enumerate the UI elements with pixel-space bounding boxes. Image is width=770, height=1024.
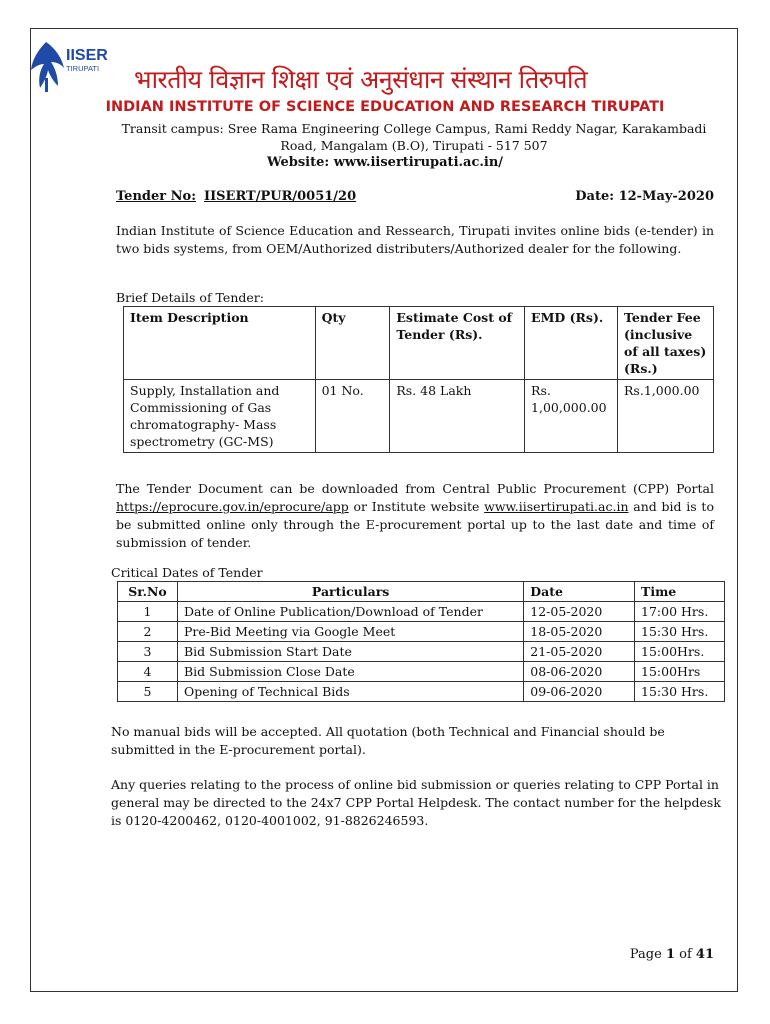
cpp-portal-link[interactable]: https://eprocure.gov.in/eprocure/app bbox=[116, 499, 349, 514]
header-estimate-cost: Estimate Cost of Tender (Rs). bbox=[390, 307, 525, 380]
cell-time: 15:30 Hrs. bbox=[635, 682, 725, 702]
cell-particulars: Bid Submission Start Date bbox=[177, 642, 523, 662]
download-text-1: The Tender Document can be downloaded from Central Public Procurement (CPP) Portal bbox=[116, 481, 714, 496]
header-srno: Sr.No bbox=[118, 582, 178, 602]
table-row bbox=[118, 662, 725, 682]
page-of-label: of bbox=[679, 947, 692, 962]
cell-time: 15:00Hrs. bbox=[635, 642, 725, 662]
cell-particulars: Opening of Technical Bids bbox=[177, 682, 523, 702]
cell-date: 08-06-2020 bbox=[524, 662, 635, 682]
page-label: Page bbox=[629, 947, 662, 962]
cell-emd: Rs. 1,00,000.00 bbox=[525, 380, 618, 453]
header-qty: Qty bbox=[315, 307, 390, 380]
manual-bids-note: No manual bids will be accepted. All quotation (both Technical and Financial should be submitted in the E-procurement portal). bbox=[111, 724, 665, 757]
header-emd: EMD (Rs). bbox=[525, 307, 618, 380]
header-item-description: Item Description bbox=[124, 307, 316, 380]
english-title: INDIAN INSTITUTE OF SCIENCE EDUCATION AND RESEARCH TIRUPATI bbox=[105, 99, 665, 115]
table-row bbox=[118, 622, 725, 642]
iiser-logo bbox=[28, 40, 112, 94]
table-header-row bbox=[124, 307, 714, 380]
leaf-emblem-icon bbox=[31, 42, 64, 92]
brief-details-table bbox=[123, 306, 714, 453]
website-line: Website: www.iisertirupati.ac.in/ bbox=[266, 155, 504, 170]
page-current: 1 bbox=[665, 947, 675, 962]
tender-number bbox=[116, 189, 356, 204]
helpdesk-note: Any queries relating to the process of online bid submission or queries relating to CPP Portal in general may be directed to the 24x7 CPP Portal Helpdesk. The contact number for the helpdesk is 0120-4200462, 0120-4001002, 91-8826246593. bbox=[111, 777, 721, 828]
cell-date: 09-06-2020 bbox=[524, 682, 635, 702]
header-date: Date bbox=[524, 582, 635, 602]
cell-date: 21-05-2020 bbox=[524, 642, 635, 662]
logo-subtext: TIRUPATI bbox=[66, 64, 100, 73]
table-row bbox=[118, 602, 725, 622]
hindi-title: भारतीय विज्ञान शिक्षा एवं अनुसंधान संस्थान तिरुपति bbox=[134, 65, 588, 94]
address-line-1: Transit campus: Sree Rama Engineering College Campus, Rami Reddy Nagar, Karakambadi bbox=[121, 121, 707, 136]
table-row bbox=[118, 682, 725, 702]
critical-dates-table bbox=[117, 581, 725, 702]
institute-website-link[interactable]: www.iisertirupati.ac.in bbox=[484, 499, 629, 514]
header-tender-fee: Tender Fee (inclusive of all taxes) (Rs.) bbox=[618, 307, 714, 380]
cell-date: 12-05-2020 bbox=[524, 602, 635, 622]
tender-number-value: IISERT/PUR/0051/20 bbox=[204, 189, 357, 204]
address-line-2: Road, Mangalam (B.O), Tirupati - 517 507 bbox=[280, 138, 548, 153]
page-total: 41 bbox=[695, 947, 714, 962]
cell-tender-fee: Rs.1,000.00 bbox=[618, 380, 714, 453]
cell-particulars: Pre-Bid Meeting via Google Meet bbox=[177, 622, 523, 642]
download-text-3: and bid is to be submitted online only through the E-procurement portal up to the last date and time of submission of tender. bbox=[116, 499, 714, 550]
intro-paragraph: Indian Institute of Science Education and Ressearch, Tirupati invites online bids (e-tender) in two bids systems, from OEM/Authorized distributers/Authorized dealer for the following. bbox=[116, 223, 714, 256]
header-time: Time bbox=[635, 582, 725, 602]
cell-srno: 4 bbox=[118, 662, 178, 682]
cell-time: 15:00Hrs bbox=[635, 662, 725, 682]
download-text-2: or Institute website bbox=[348, 499, 485, 514]
brief-details-label: Brief Details of Tender: bbox=[116, 290, 264, 305]
header-particulars: Particulars bbox=[177, 582, 523, 602]
cell-item-description: Supply, Installation and Commissioning of Gas chromatography- Mass spectrometry (GC-MS) bbox=[124, 380, 316, 453]
cell-particulars: Date of Online Publication/Download of Tender bbox=[177, 602, 523, 622]
critical-dates-label: Critical Dates of Tender bbox=[111, 565, 263, 580]
table-row bbox=[118, 642, 725, 662]
cell-time: 17:00 Hrs. bbox=[635, 602, 725, 622]
cell-date: 18-05-2020 bbox=[524, 622, 635, 642]
cell-srno: 1 bbox=[118, 602, 178, 622]
tender-number-label: Tender No: bbox=[116, 189, 196, 204]
cell-srno: 2 bbox=[118, 622, 178, 642]
cell-srno: 3 bbox=[118, 642, 178, 662]
table-row bbox=[124, 380, 714, 453]
download-paragraph bbox=[116, 480, 714, 552]
cell-qty: 01 No. bbox=[315, 380, 390, 453]
tender-date: Date: 12-May-2020 bbox=[575, 189, 714, 204]
page-number bbox=[630, 947, 714, 962]
cell-time: 15:30 Hrs. bbox=[635, 622, 725, 642]
cell-estimate-cost: Rs. 48 Lakh bbox=[390, 380, 525, 453]
logo-text: IISER bbox=[66, 47, 108, 64]
cell-srno: 5 bbox=[118, 682, 178, 702]
cell-particulars: Bid Submission Close Date bbox=[177, 662, 523, 682]
table-header-row bbox=[118, 582, 725, 602]
